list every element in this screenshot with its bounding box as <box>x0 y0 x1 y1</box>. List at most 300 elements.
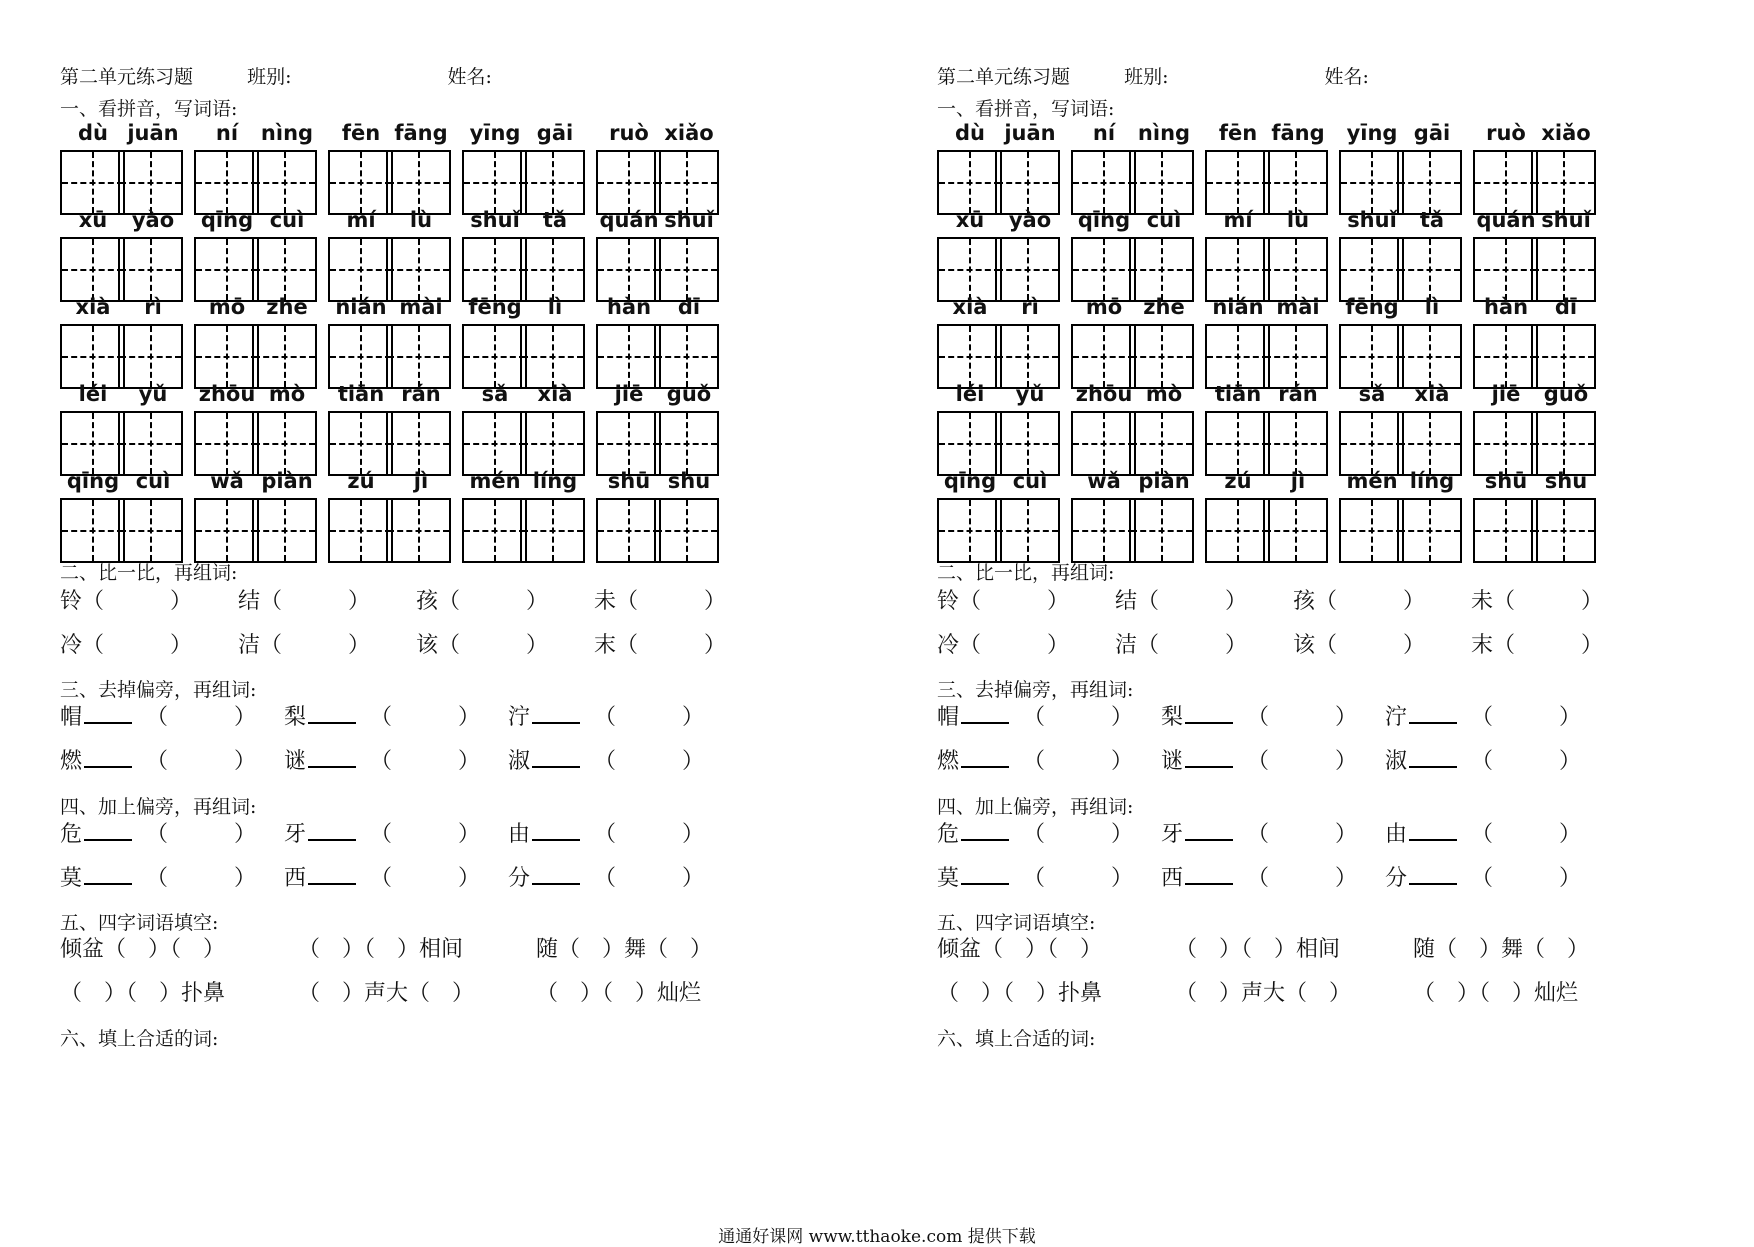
writing-box[interactable] <box>596 498 661 563</box>
word-cell <box>1473 118 1607 218</box>
box-guide-horizontal <box>196 356 257 358</box>
fill-blank[interactable] <box>1185 744 1233 768</box>
word-cell <box>328 118 462 218</box>
name-label: 姓名: <box>1324 66 1369 88</box>
add-radical-block-item <box>1385 817 1581 848</box>
box-guide-horizontal <box>1533 530 1594 532</box>
pinyin-label: ní <box>1092 121 1116 145</box>
add-radical-block-char: 莫 <box>60 866 83 891</box>
fill-blank[interactable] <box>1409 700 1457 724</box>
word-cell <box>1205 292 1339 392</box>
remove-radical-block-paren[interactable]: （ ） <box>1023 749 1134 774</box>
add-radical-block-paren[interactable]: （ ） <box>1247 822 1358 847</box>
remove-radical-block-item <box>1161 700 1357 731</box>
idiom-item[interactable]: （ ）声大（ ） <box>298 981 475 1006</box>
pinyin-label: shuǐ <box>470 208 520 232</box>
section-1-heading: 一、看拼音，写词语: <box>60 98 238 120</box>
box-guide-horizontal <box>388 443 449 445</box>
pinyin-label: rì <box>1021 295 1039 319</box>
compare-item[interactable]: 末（ ） <box>594 633 727 658</box>
pinyin-row <box>937 292 1717 392</box>
remove-radical-block-char: 谜 <box>284 749 307 774</box>
box-guide-horizontal <box>1131 356 1192 358</box>
box-guide-horizontal <box>120 443 181 445</box>
pinyin-label: tǎ <box>1419 208 1445 232</box>
writing-box[interactable] <box>386 498 451 563</box>
add-radical-block-row <box>60 817 840 857</box>
box-guide-horizontal <box>388 530 449 532</box>
word-cell <box>596 118 730 218</box>
word-cell <box>937 292 1071 392</box>
box-guide-horizontal <box>330 182 391 184</box>
box-guide-horizontal <box>1399 443 1460 445</box>
writing-box[interactable] <box>937 498 1002 563</box>
add-radical-block-item <box>508 861 704 892</box>
add-radical-block-row <box>937 861 1717 901</box>
add-radical-block-char: 西 <box>284 866 307 891</box>
pinyin-label: nián <box>1212 295 1264 319</box>
pinyin-label: fēng <box>468 295 522 319</box>
word-cell <box>596 466 730 566</box>
add-radical-block-char: 分 <box>1385 866 1408 891</box>
remove-radical-block-paren[interactable]: （ ） <box>370 705 481 730</box>
pinyin-label: ruò <box>1486 121 1526 145</box>
add-radical-block-paren[interactable]: （ ） <box>1023 866 1134 891</box>
pinyin-label: cuì <box>1012 469 1048 493</box>
pinyin-label: shū <box>1484 469 1528 493</box>
box-guide-horizontal <box>196 443 257 445</box>
idiom-row <box>937 932 1717 972</box>
pinyin-label: sǎ <box>481 382 509 406</box>
word-cell <box>1071 118 1205 218</box>
section-5-heading: 五、四字词语填空: <box>937 912 1096 934</box>
worksheet-title: 第二单元练习题 <box>937 66 1071 88</box>
box-guide-horizontal <box>939 530 1000 532</box>
pinyin-label: shuǐ <box>1541 208 1591 232</box>
remove-radical-block-row <box>937 700 1717 740</box>
pinyin-label: ruò <box>609 121 649 145</box>
remove-radical-block-char: 燃 <box>937 749 960 774</box>
remove-radical-block-item <box>1385 744 1581 775</box>
pinyin-label: qīng <box>66 469 120 493</box>
remove-radical-block-paren[interactable]: （ ） <box>594 705 705 730</box>
box-guide-horizontal <box>120 356 181 358</box>
remove-radical-block-paren[interactable]: （ ） <box>146 705 257 730</box>
remove-radical-block-item <box>284 700 480 731</box>
writing-box[interactable] <box>995 498 1060 563</box>
writing-box[interactable] <box>1531 498 1596 563</box>
box-guide-horizontal <box>196 530 257 532</box>
section-6-heading: 六、填上合适的词: <box>60 1028 219 1050</box>
box-guide-horizontal <box>120 182 181 184</box>
box-guide-horizontal <box>1207 530 1268 532</box>
pinyin-label: fēn <box>1218 121 1258 145</box>
add-radical-block-char: 莫 <box>937 866 960 891</box>
remove-radical-block-row <box>60 744 840 784</box>
compare-row <box>937 628 1717 668</box>
box-guide-horizontal <box>254 182 315 184</box>
pinyin-row <box>60 205 840 305</box>
box-guide-horizontal <box>1073 182 1134 184</box>
fill-blank[interactable] <box>84 861 132 885</box>
pinyin-label: dù <box>78 121 108 145</box>
word-cell <box>60 205 194 305</box>
box-guide-horizontal <box>1533 269 1594 271</box>
pinyin-label: rán <box>401 382 441 406</box>
add-radical-block-paren[interactable]: （ ） <box>370 866 481 891</box>
box-guide-horizontal <box>1265 269 1326 271</box>
compare-item[interactable]: 该（ ） <box>1293 633 1426 658</box>
box-guide-horizontal <box>62 530 123 532</box>
box-guide-horizontal <box>522 269 583 271</box>
box-guide-horizontal <box>598 530 659 532</box>
section-3-heading: 三、去掉偏旁，再组词: <box>60 679 257 701</box>
pinyin-label: yīng <box>469 121 521 145</box>
pinyin-label: lù <box>1286 208 1310 232</box>
word-cell <box>1473 205 1607 305</box>
word-cell <box>194 205 328 305</box>
word-cell <box>1205 118 1339 218</box>
pinyin-label: quán <box>599 208 659 232</box>
pinyin-label: zú <box>347 469 375 493</box>
word-cell <box>937 118 1071 218</box>
pinyin-label: líng <box>1409 469 1455 493</box>
box-guide-horizontal <box>388 182 449 184</box>
pinyin-label: xiǎo <box>1541 121 1591 145</box>
idiom-item[interactable]: （ ）（ ）相间 <box>298 937 464 962</box>
writing-box[interactable] <box>118 498 183 563</box>
pinyin-label: jiē <box>1491 382 1521 406</box>
writing-box[interactable] <box>1473 498 1538 563</box>
compare-row <box>60 628 840 668</box>
word-cell <box>1071 379 1205 479</box>
compare-item[interactable]: 洁（ ） <box>238 633 371 658</box>
writing-box[interactable] <box>654 498 719 563</box>
pinyin-label: wǎ <box>210 469 244 493</box>
fill-blank[interactable] <box>961 861 1009 885</box>
add-radical-block-paren[interactable]: （ ） <box>1023 822 1134 847</box>
word-cell <box>937 205 1071 305</box>
compare-item[interactable]: 冷（ ） <box>60 633 193 658</box>
word-cell <box>1071 466 1205 566</box>
box-guide-horizontal <box>1073 269 1134 271</box>
box-guide-horizontal <box>598 182 659 184</box>
compare-row <box>60 584 840 624</box>
box-guide-horizontal <box>1399 182 1460 184</box>
pinyin-label: cuì <box>1146 208 1182 232</box>
pinyin-label: xià <box>537 382 573 406</box>
box-guide-horizontal <box>1073 443 1134 445</box>
pinyin-label: fēn <box>341 121 381 145</box>
box-guide-horizontal <box>330 356 391 358</box>
word-cell <box>1339 292 1473 392</box>
pinyin-label: xū <box>78 208 108 232</box>
word-cell <box>1473 466 1607 566</box>
writing-box[interactable] <box>194 498 259 563</box>
word-cell <box>462 118 596 218</box>
pinyin-label: tiān <box>337 382 385 406</box>
add-radical-block-char: 牙 <box>284 822 307 847</box>
add-radical-block-item <box>60 861 256 892</box>
pinyin-label: gāi <box>1413 121 1451 145</box>
box-guide-horizontal <box>330 269 391 271</box>
add-radical-block-item <box>284 861 480 892</box>
add-radical-block-item <box>284 817 480 848</box>
box-guide-horizontal <box>656 269 717 271</box>
writing-box[interactable] <box>252 498 317 563</box>
compare-item[interactable]: 孩（ ） <box>416 589 549 614</box>
compare-item[interactable]: 洁（ ） <box>1115 633 1248 658</box>
writing-box[interactable] <box>60 498 125 563</box>
pinyin-label: lì <box>1424 295 1440 319</box>
pinyin-label: zhōu <box>198 382 256 406</box>
remove-radical-block-paren[interactable]: （ ） <box>146 749 257 774</box>
word-cell <box>328 379 462 479</box>
writing-box[interactable] <box>1263 498 1328 563</box>
word-cell <box>596 205 730 305</box>
worksheet-left <box>0 0 877 1240</box>
box-guide-horizontal <box>1207 182 1268 184</box>
remove-radical-block-item <box>937 700 1133 731</box>
pinyin-label: hàn <box>606 295 652 319</box>
class-label: 班别: <box>1124 66 1169 88</box>
box-guide-horizontal <box>939 356 1000 358</box>
fill-blank[interactable] <box>1409 861 1457 885</box>
pinyin-label: shū <box>607 469 651 493</box>
section-6-heading: 六、填上合适的词: <box>937 1028 1096 1050</box>
idiom-item[interactable]: 倾盆（ ）（ ） <box>60 937 226 962</box>
pinyin-label: zú <box>1224 469 1252 493</box>
remove-radical-block-paren[interactable]: （ ） <box>1471 749 1582 774</box>
compare-item[interactable]: 该（ ） <box>416 633 549 658</box>
fill-blank[interactable] <box>1409 744 1457 768</box>
writing-box[interactable] <box>1339 498 1404 563</box>
box-guide-horizontal <box>1341 530 1402 532</box>
section-4-heading: 四、加上偏旁，再组词: <box>60 796 257 818</box>
word-cell <box>462 292 596 392</box>
pinyin-label: shuǐ <box>1347 208 1397 232</box>
pinyin-label: dù <box>955 121 985 145</box>
fill-blank[interactable] <box>84 700 132 724</box>
word-cell <box>328 205 462 305</box>
pinyin-label: zhōu <box>1075 382 1133 406</box>
word-cell <box>328 466 462 566</box>
box-guide-horizontal <box>1131 269 1192 271</box>
box-guide-horizontal <box>1533 443 1594 445</box>
remove-radical-block-paren[interactable]: （ ） <box>1247 749 1358 774</box>
box-guide-horizontal <box>1131 530 1192 532</box>
remove-radical-block-paren[interactable]: （ ） <box>594 749 705 774</box>
idiom-item[interactable]: （ ）（ ）扑鼻 <box>937 981 1103 1006</box>
section-2-heading: 二、比一比，再组词: <box>60 562 238 584</box>
word-cell <box>60 118 194 218</box>
word-cell <box>194 466 328 566</box>
word-cell <box>194 118 328 218</box>
compare-item[interactable]: 孩（ ） <box>1293 589 1426 614</box>
fill-blank[interactable] <box>961 817 1009 841</box>
box-guide-horizontal <box>1341 443 1402 445</box>
box-guide-horizontal <box>120 530 181 532</box>
fill-blank[interactable] <box>84 817 132 841</box>
compare-item[interactable]: 未（ ） <box>594 589 727 614</box>
pinyin-label: líng <box>532 469 578 493</box>
compare-item[interactable]: 铃（ ） <box>937 589 1070 614</box>
box-guide-horizontal <box>464 356 525 358</box>
idiom-item[interactable]: （ ）（ ）灿烂 <box>1413 981 1579 1006</box>
pinyin-label: piàn <box>1138 469 1190 493</box>
box-guide-horizontal <box>656 530 717 532</box>
add-radical-block-item <box>1385 861 1581 892</box>
add-radical-block-paren[interactable]: （ ） <box>594 866 705 891</box>
idiom-row <box>937 976 1717 1016</box>
idiom-item[interactable]: 倾盆（ ）（ ） <box>937 937 1103 962</box>
fill-blank[interactable] <box>532 861 580 885</box>
pinyin-label: wǎ <box>1087 469 1121 493</box>
box-guide-horizontal <box>1475 356 1536 358</box>
pinyin-row <box>937 205 1717 305</box>
fill-blank[interactable] <box>1185 700 1233 724</box>
box-guide-horizontal <box>1131 182 1192 184</box>
box-guide-horizontal <box>464 443 525 445</box>
pinyin-label: juān <box>1004 121 1056 145</box>
pinyin-label: mài <box>1276 295 1320 319</box>
box-guide-horizontal <box>1475 443 1536 445</box>
box-guide-horizontal <box>1265 443 1326 445</box>
fill-blank[interactable] <box>532 817 580 841</box>
add-radical-block-item <box>1161 817 1357 848</box>
fill-blank[interactable] <box>308 700 356 724</box>
pinyin-label: mō <box>1085 295 1123 319</box>
idiom-item[interactable]: 随（ ）舞（ ） <box>536 937 713 962</box>
pinyin-label: mén <box>1346 469 1398 493</box>
word-cell <box>596 292 730 392</box>
idiom-item[interactable]: （ ）声大（ ） <box>1175 981 1352 1006</box>
add-radical-block-paren[interactable]: （ ） <box>370 822 481 847</box>
fill-blank[interactable] <box>1409 817 1457 841</box>
add-radical-block-char: 分 <box>508 866 531 891</box>
compare-item[interactable]: 冷（ ） <box>937 633 1070 658</box>
pinyin-label: xià <box>1414 382 1450 406</box>
name-label: 姓名: <box>447 66 492 88</box>
fill-blank[interactable] <box>308 744 356 768</box>
pinyin-label: hàn <box>1483 295 1529 319</box>
fill-blank[interactable] <box>308 817 356 841</box>
fill-blank[interactable] <box>84 744 132 768</box>
box-guide-horizontal <box>656 443 717 445</box>
compare-item[interactable]: 结（ ） <box>1115 589 1248 614</box>
writing-box[interactable] <box>462 498 527 563</box>
box-guide-horizontal <box>598 443 659 445</box>
add-radical-block-paren[interactable]: （ ） <box>594 822 705 847</box>
box-guide-horizontal <box>522 443 583 445</box>
box-guide-horizontal <box>254 443 315 445</box>
fill-blank[interactable] <box>1185 817 1233 841</box>
add-radical-block-char: 由 <box>1385 822 1408 847</box>
writing-box[interactable] <box>1397 498 1462 563</box>
pinyin-label: xià <box>952 295 988 319</box>
pinyin-row <box>60 118 840 218</box>
add-radical-block-paren[interactable]: （ ） <box>146 822 257 847</box>
fill-blank[interactable] <box>961 744 1009 768</box>
writing-box[interactable] <box>328 498 393 563</box>
pinyin-row <box>937 466 1717 566</box>
pinyin-label: nián <box>335 295 387 319</box>
box-guide-horizontal <box>1341 182 1402 184</box>
remove-radical-block-paren[interactable]: （ ） <box>1247 705 1358 730</box>
compare-item[interactable]: 铃（ ） <box>60 589 193 614</box>
writing-box[interactable] <box>1129 498 1194 563</box>
fill-blank[interactable] <box>532 700 580 724</box>
pinyin-label: gāi <box>536 121 574 145</box>
pinyin-label: cuì <box>269 208 305 232</box>
remove-radical-block-paren[interactable]: （ ） <box>1023 705 1134 730</box>
writing-box[interactable] <box>520 498 585 563</box>
remove-radical-block-char: 泞 <box>1385 705 1408 730</box>
remove-radical-block-char: 淑 <box>508 749 531 774</box>
box-guide-horizontal <box>939 443 1000 445</box>
pinyin-label: mí <box>346 208 376 232</box>
idiom-item[interactable]: （ ）（ ）相间 <box>1175 937 1341 962</box>
word-cell <box>1339 205 1473 305</box>
add-radical-block-paren[interactable]: （ ） <box>1471 822 1582 847</box>
fill-blank[interactable] <box>1185 861 1233 885</box>
add-radical-block-char: 西 <box>1161 866 1184 891</box>
fill-blank[interactable] <box>961 700 1009 724</box>
add-radical-block-paren[interactable]: （ ） <box>1247 866 1358 891</box>
box-guide-horizontal <box>997 182 1058 184</box>
pinyin-label: fāng <box>394 121 448 145</box>
box-guide-horizontal <box>1265 182 1326 184</box>
pinyin-label: dī <box>1554 295 1578 319</box>
worksheet-title: 第二单元练习题 <box>60 66 194 88</box>
compare-item[interactable]: 结（ ） <box>238 589 371 614</box>
writing-box[interactable] <box>1071 498 1136 563</box>
fill-blank[interactable] <box>308 861 356 885</box>
box-guide-horizontal <box>1207 356 1268 358</box>
pinyin-label: qīng <box>200 208 254 232</box>
box-guide-horizontal <box>1265 530 1326 532</box>
remove-radical-block-item <box>1385 700 1581 731</box>
box-guide-horizontal <box>997 269 1058 271</box>
compare-item[interactable]: 未（ ） <box>1471 589 1604 614</box>
box-guide-horizontal <box>388 356 449 358</box>
remove-radical-block-paren[interactable]: （ ） <box>1471 705 1582 730</box>
compare-item[interactable]: 末（ ） <box>1471 633 1604 658</box>
add-radical-block-item <box>937 861 1133 892</box>
writing-box[interactable] <box>1205 498 1270 563</box>
fill-blank[interactable] <box>532 744 580 768</box>
pinyin-label: lù <box>409 208 433 232</box>
remove-radical-block-item <box>284 744 480 775</box>
remove-radical-block-row <box>60 700 840 740</box>
add-radical-block-paren[interactable]: （ ） <box>1471 866 1582 891</box>
pinyin-label: guǒ <box>1543 382 1589 406</box>
add-radical-block-paren[interactable]: （ ） <box>146 866 257 891</box>
word-cell <box>1339 379 1473 479</box>
add-radical-block-char: 牙 <box>1161 822 1184 847</box>
section-5-heading: 五、四字词语填空: <box>60 912 219 934</box>
section-3-heading: 三、去掉偏旁，再组词: <box>937 679 1134 701</box>
pinyin-label: jì <box>413 469 429 493</box>
word-cell <box>1071 205 1205 305</box>
remove-radical-block-paren[interactable]: （ ） <box>370 749 481 774</box>
worksheet-right <box>877 0 1754 1240</box>
idiom-item[interactable]: （ ）（ ）扑鼻 <box>60 981 226 1006</box>
pinyin-label: xū <box>955 208 985 232</box>
idiom-item[interactable]: （ ）（ ）灿烂 <box>536 981 702 1006</box>
word-cell <box>937 379 1071 479</box>
idiom-item[interactable]: 随（ ）舞（ ） <box>1413 937 1590 962</box>
